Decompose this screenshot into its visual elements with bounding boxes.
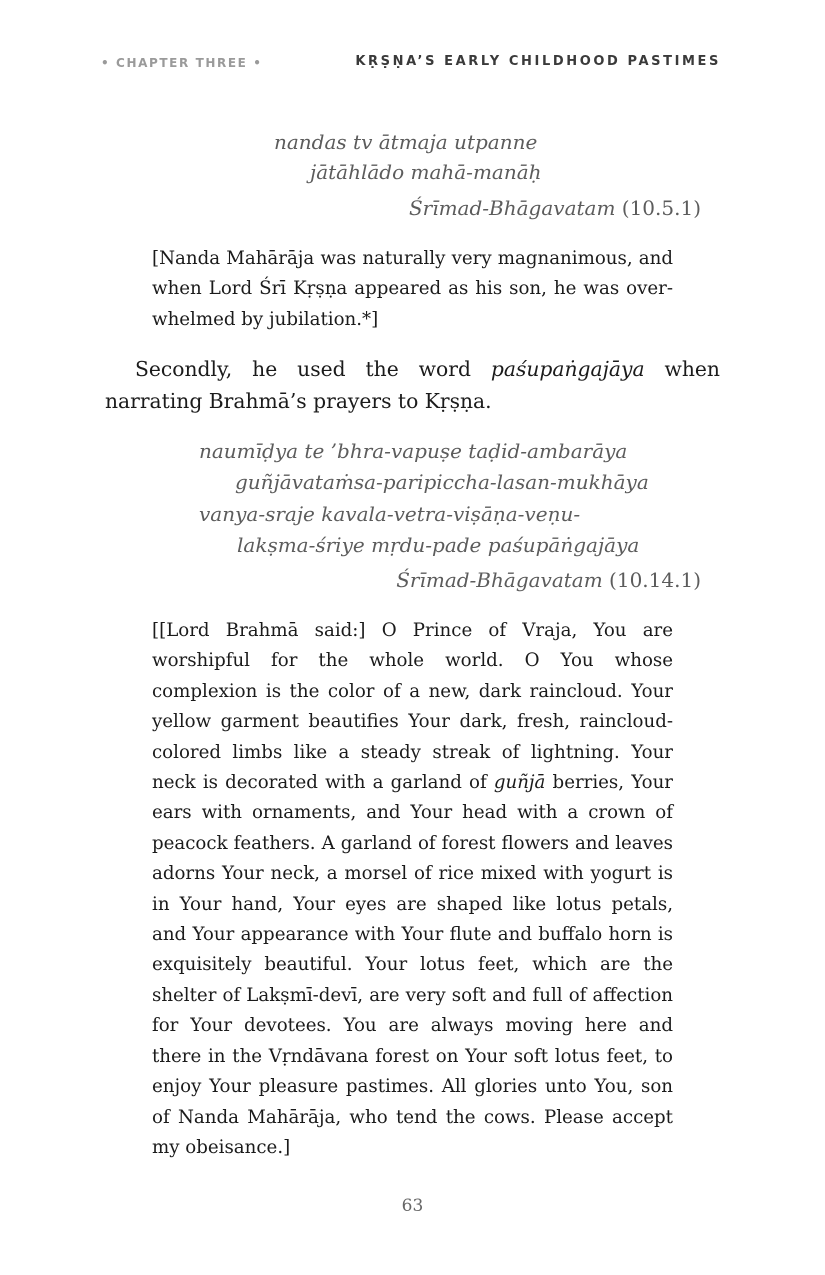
verse-2-citation-ref: (10.14.1) bbox=[609, 568, 701, 592]
translation-2 bbox=[152, 616, 673, 1163]
verse-2-line-3: vanya-sraje kavala-vetra-viṣāṇa-veṇu- bbox=[199, 502, 581, 526]
verse-1-citation bbox=[409, 196, 701, 220]
verse-1-line-1: nandas tv ātmaja utpanne bbox=[274, 130, 538, 154]
translation-1: [Nanda Mahārāja was naturally very magnanimous, and when Lord Śrī Kṛṣṇa appeared as his son, he was overwhelmed by jubilation.*] bbox=[152, 248, 673, 330]
paragraph-text-after: when narrating Brahmā’s prayers to Kṛṣṇa. bbox=[105, 357, 720, 413]
running-header bbox=[101, 56, 721, 74]
verse-2-citation-book: Śrīmad-Bhāgavatam bbox=[396, 568, 603, 592]
chapter-label: • CHAPTER THREE • bbox=[101, 56, 263, 70]
paragraph-text-before: Secondly, he used the word bbox=[135, 357, 491, 381]
verse-1-citation-ref: (10.5.1) bbox=[621, 196, 701, 220]
verse-2-citation bbox=[396, 568, 701, 592]
verse-1-citation-book: Śrīmad-Bhāgavatam bbox=[408, 196, 616, 220]
body-paragraph bbox=[105, 353, 720, 417]
verse-2-line-2: guñjāvataṁsa-paripiccha-lasan-mukhāya bbox=[235, 470, 649, 494]
paragraph-term: paśupaṅgajāya bbox=[490, 357, 645, 381]
running-title: KṚṢṆA’S EARLY CHILDHOOD PASTIMES bbox=[355, 54, 721, 69]
translation-2-after: berries, Your ears with ornaments, and Your head with a crown of peacock feathers. A garland of forest flowers and leaves adorns Your neck, a morsel of rice mixed with yogurt is in Your hand, Your eyes are shaped like lotus petals, and Your appearance with Your flute and buffalo horn is exquisitely beautiful. Your lotus feet, which are the shelter of Lakṣmī-devī, are very soft and full of affection for Your devotees. You are always moving here and there in the Vṛndāvana forest on Your soft lotus feet, to enjoy Your pleasure pastimes. All glories unto You, son of Nanda Mahārāja, who tend the cows. Please accept my obeisance.] bbox=[152, 772, 673, 1158]
translation-2-before: [[Lord Brahmā said:] O Prince of Vraja, You are worshipful for the whole world. O You whose complexion is the color of a new, dark raincloud. Your yellow garment beautifies Your dark, fresh, raincloud-colored limbs like a steady streak of lightning. Your neck is decorated with a garland of bbox=[152, 620, 673, 794]
verse-1-line-2: jātāhlādo mahā-manāḥ bbox=[310, 160, 542, 184]
translation-2-term: guñjā bbox=[493, 772, 546, 794]
verse-2-line-1: naumīḍya te ’bhra-vapuṣe taḍid-ambarāya bbox=[199, 439, 628, 463]
page-number: 63 bbox=[401, 1196, 424, 1216]
verse-2-line-4: lakṣma-śriye mṛdu-pade paśupāṅgajāya bbox=[237, 533, 640, 557]
